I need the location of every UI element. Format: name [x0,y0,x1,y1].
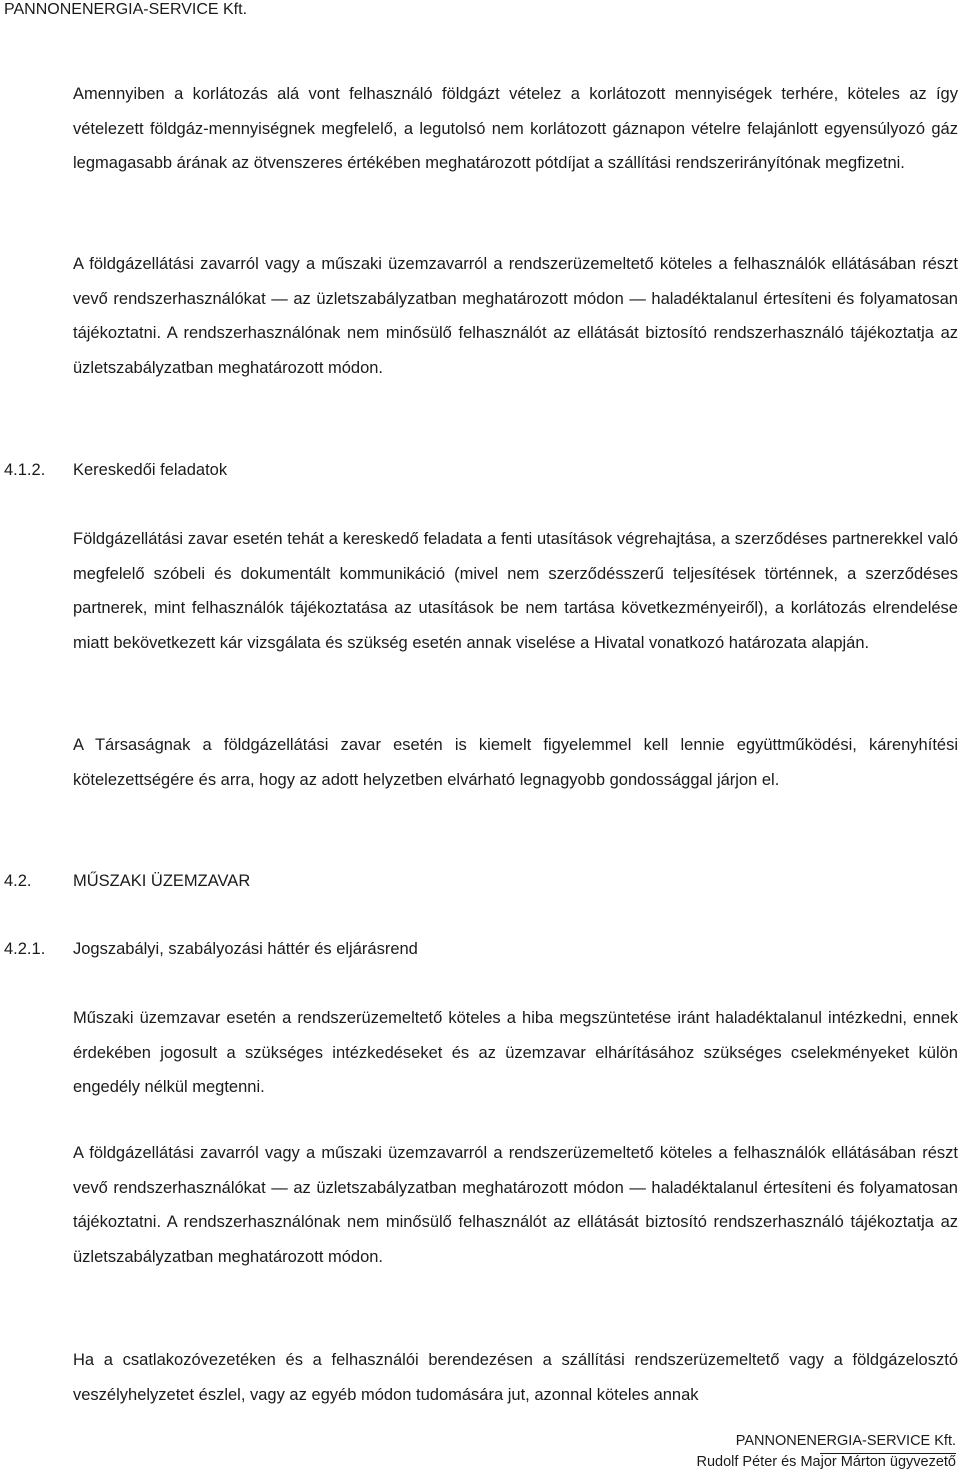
footer-authors: Rudolf Péter és Major Márton ügyvezető [696,1454,956,1470]
page-header-company: PANNONENERGIA-SERVICE Kft. [4,1,248,18]
section-title: Kereskedői feladatok [73,461,228,479]
section-number: 4.1.2. [4,461,46,479]
section-title: Jogszabályi, szabályozási háttér és eljárásrend [73,940,418,958]
footer-company: PANNONENERGIA-SERVICE Kft. [735,1433,956,1449]
paragraph-trader-duties: Földgázellátási zavar esetén tehát a kereskedő feladata a fenti utasítások végrehajtása, a szerződéses partnerekkel való megfelelő szóbeli és dokumentált kommunikáció (mivel nem szerződésszerű teljesítések történnek, a szerződéses partnerek, mint felhasználók tájékoztatása az utasítások be nem tartása következményeiről), a korlátozás elrendelése miatt bekövetkezett kár vizsgálata és szükség esetén annak viselése a Hivatal vonatkozó határozata alapján. [73,530,958,652]
section-heading-4-2 [4,870,250,892]
paragraph-notification: A földgázellátási zavarról vagy a műszaki üzemzavarról a rendszerüzemeltető köteles a felhasználók ellátásában részt vevő rendszerhasználókat — az üzletszabályzatban meghatározott módon — haladéktalanul értesíteni és folyamatosan tájékoztatni. A rendszerhasználónak nem minősülő felhasználót az ellátását biztosító rendszerhasználó tájékoztatja az üzletszabályzatban meghatározott módon. [73,255,958,377]
paragraph-notification-repeat: A földgázellátási zavarról vagy a műszaki üzemzavarról a rendszerüzemeltető köteles a felhasználók ellátásában részt vevő rendszerhasználókat — az üzletszabályzatban meghatározott módon — haladéktalanul értesíteni és folyamatosan tájékoztatni. A rendszerhasználónak nem minősülő felhasználót az ellátását biztosító rendszerhasználó tájékoztatja az üzletszabályzatban meghatározott módon. [73,1144,958,1266]
section-number: 4.2. [4,872,32,890]
paragraph-cooperation: A Társaságnak a földgázellátási zavar esetén is kiemelt figyelemmel kell lennie együttműködési, kárenyhítési kötelezettségére és arra, hogy az adott helyzetben elvárható legnagyobb gondossággal járjon el. [73,736,958,789]
paragraph-technical-fault: Műszaki üzemzavar esetén a rendszerüzemeltető köteles a hiba megszüntetése iránt haladéktalanul intézkedni, ennek érdekében jogosult a szükséges intézkedéseket és az üzemzavar elhárításához szükséges cselekményeket külön engedély nélkül megtenni. [73,1009,958,1097]
section-number: 4.2.1. [4,940,46,958]
section-title: MŰSZAKI ÜZEMZAVAR [73,872,251,890]
paragraph-surcharge: Amennyiben a korlátozás alá vont felhasználó földgázt vételez a korlátozott mennyiségek terhére, köteles az így vételezett földgáz-mennyiségnek megfelelő, a legutolsó nem korlátozott gáznapon vételre felajánlott egyensúlyozó gáz legmagasabb árának az ötvenszeres értékében meghatározott pótdíjat a szállítási rendszerirányítónak megfizetni. [73,85,958,173]
section-heading-4-1-2 [4,459,227,481]
paragraph-danger: Ha a csatlakozóvezetéken és a felhasználói berendezésen a szállítási rendszerüzemeltető vagy a földgázelosztó veszélyhelyzetet észlel, vagy az egyéb módon tudomására jut, azonnal köteles annak [73,1351,958,1404]
section-heading-4-2-1 [4,938,418,960]
